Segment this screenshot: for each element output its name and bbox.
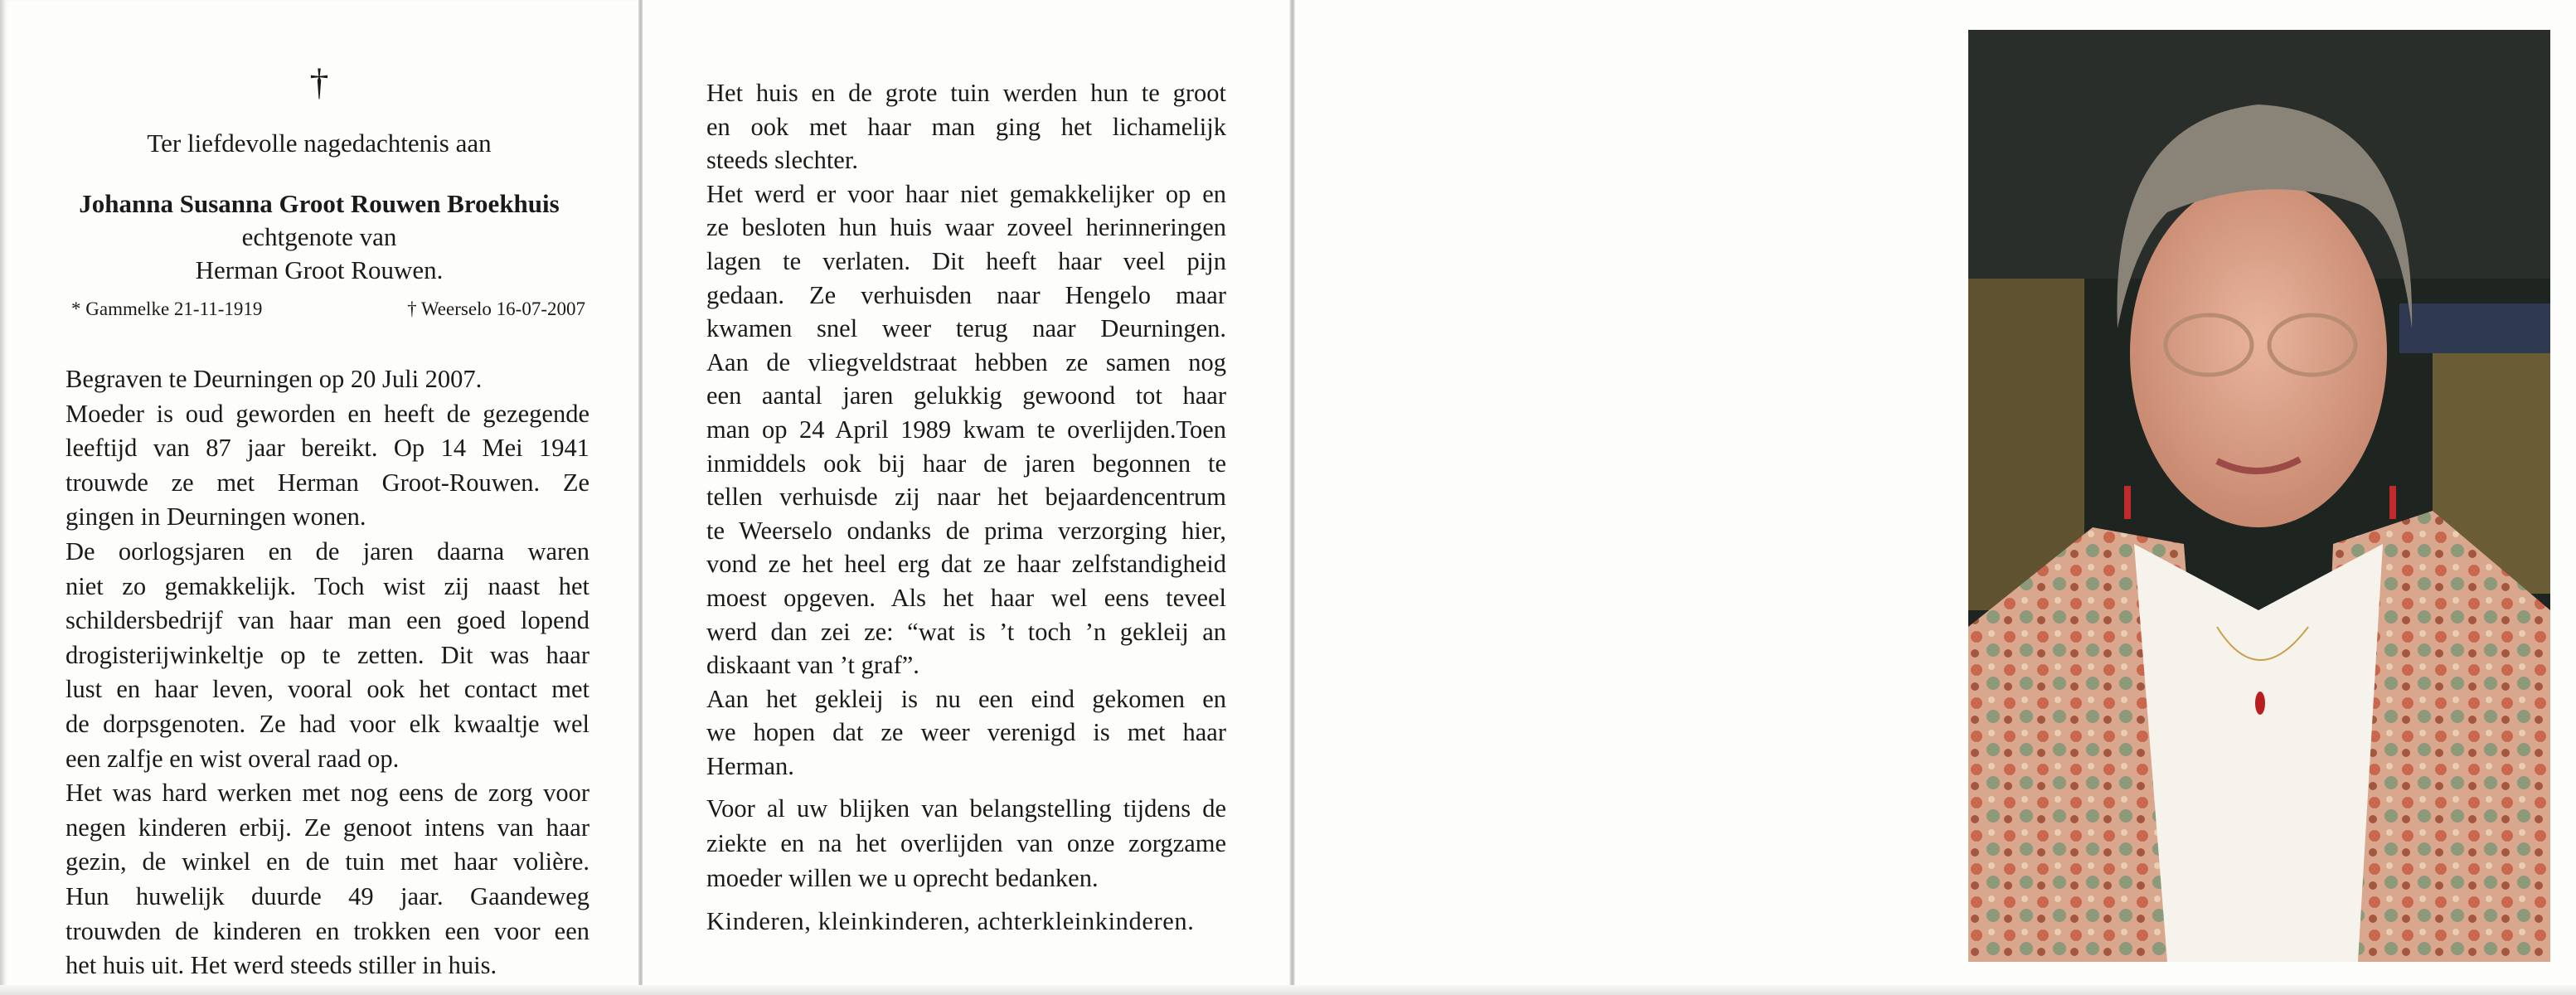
scan-edge — [0, 985, 2576, 995]
text-line: De oorlogsjaren en de jaren daarna waren — [65, 537, 589, 565]
text-line: tellen verhuisde zij naar het bejaardencentrum — [706, 483, 1226, 512]
text-line: gezin, de winkel en de tuin met haar volière. — [65, 847, 589, 876]
text-line: schildersbedrijf van haar man een goed lopend — [65, 606, 589, 635]
text-line: vond ze het heel erg dat ze haar zelfstandigheid — [706, 550, 1226, 579]
spouse-prefix: echtgenote van — [241, 222, 397, 251]
text-line: trouwden de kinderen en trokken een voor een — [65, 916, 589, 945]
birth-info: * Gammelke 21-11-1919 — [71, 298, 263, 319]
text-line: te Weerselo ondanks de prima verzorging hier, — [706, 516, 1226, 545]
death-info: † Weerselo 16-07-2007 — [407, 298, 585, 319]
text-line: lagen te verlaten. Dit heeft haar veel pijn — [706, 247, 1226, 275]
text-line: gedaan. Ze verhuisden naar Hengelo maar — [706, 280, 1226, 309]
deceased-name: Johanna Susanna Groot Rouwen Broekhuis — [79, 189, 560, 218]
text-line: niet zo gemakkelijk. Toch wist zij naast het — [65, 571, 589, 600]
text-line: de dorpsgenoten. Ze had voor elk kwaaltje wel — [65, 710, 589, 738]
text-line: lust en haar leven, vooral ook het contact met — [65, 675, 589, 704]
text-line: Het was hard werken met nog eens de zorg voor — [65, 779, 589, 808]
signature-text: Kinderen, kleinkinderen, achterkleinkinderen. — [706, 907, 1195, 935]
text-line: inmiddels ook bij haar de jaren begonnen te — [706, 449, 1226, 478]
portrait-photo — [1968, 30, 2550, 962]
cross-icon: † — [309, 61, 329, 103]
text-line: Herman. — [706, 752, 794, 780]
intro-text: Ter liefdevolle nagedachtenis aan — [147, 129, 492, 158]
text-line: ziekte en na het overlijden van onze zorgzame — [706, 829, 1226, 857]
text-line: Het werd er voor haar niet gemakkelijker op en — [706, 179, 1226, 208]
text-line: moest opgeven. Als het haar wel eens teveel — [706, 584, 1226, 612]
text-line: een aantal jaren gelukkig gewoond tot haar — [706, 381, 1226, 410]
text-line: Voor al uw blijken van belangstelling tijdens de — [706, 794, 1226, 823]
text-line: gingen in Deurningen wonen. — [65, 502, 366, 531]
text-line: het huis uit. Het werd steeds stiller in huis. — [65, 951, 497, 980]
text-line: een zalfje en wist overal raad op. — [65, 744, 400, 773]
text-line: kwamen snel weer terug naar Deurningen. — [706, 314, 1226, 343]
card-panel-left — [0, 0, 638, 995]
text-line: diskaant van ’t graf”. — [706, 651, 919, 680]
text-line: Aan het gekleij is nu een eind gekomen en — [706, 684, 1226, 713]
text-line: werd dan zei ze: “wat is ’t toch ’n gekleij an — [706, 617, 1226, 646]
text-line: ze besloten hun huis waar zoveel herinneringen — [706, 213, 1226, 242]
text-line: Hun huwelijk duurde 49 jaar. Gaandeweg — [65, 882, 589, 910]
text-line: Begraven te Deurningen op 20 Juli 2007. — [65, 365, 483, 393]
text-line: we hopen dat ze weer verenigd is met haar — [706, 718, 1226, 747]
text-line: man op 24 April 1989 kwam te overlijden.Toen — [706, 415, 1226, 444]
text-line: leeftijd van 87 jaar bereikt. Op 14 Mei 1941 — [65, 434, 589, 463]
text-line: steeds slechter. — [706, 146, 858, 175]
portrait-image — [1968, 30, 2550, 962]
text-line: en ook met haar man ging het lichamelijk — [706, 112, 1226, 141]
text-line: Het huis en de grote tuin werden hun te groot — [706, 79, 1226, 107]
text-line: trouwde ze met Herman Groot-Rouwen. Ze — [65, 468, 589, 497]
spouse-name: Herman Groot Rouwen. — [195, 255, 444, 284]
text-line: drogisterijwinkeltje op te zetten. Dit was haar — [65, 640, 589, 669]
text-line: negen kinderen erbij. Ze genoot intens van haar — [65, 813, 589, 842]
text-line: Aan de vliegveldstraat hebben ze samen nog — [706, 347, 1226, 376]
card-panel-middle — [643, 0, 1289, 995]
text-line: moeder willen we u oprecht bedanken. — [706, 864, 1099, 892]
text-line: Moeder is oud geworden en heeft de gezegende — [65, 399, 589, 428]
